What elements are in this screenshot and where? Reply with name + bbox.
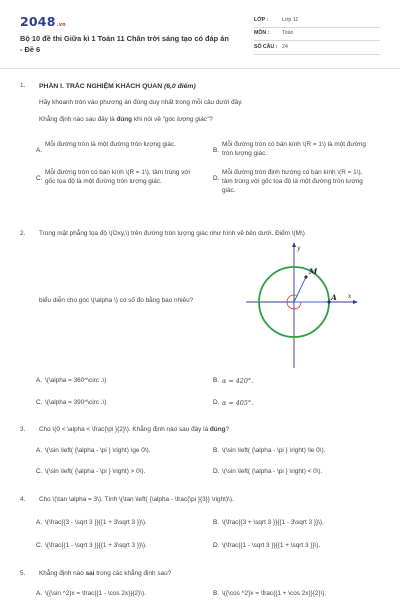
document-title: Bộ 10 đề thi Giữa kì 1 Toán 11 Chân trời sáng tạo có đáp án - Đề 6 bbox=[20, 34, 229, 54]
meta-value: 24 bbox=[282, 43, 288, 50]
question-2 bbox=[20, 230, 382, 239]
text-before: Khẳng định nào bbox=[39, 570, 86, 577]
meta-key: SỐ CÂU : bbox=[254, 43, 278, 50]
option-text: \(\sin \left( {\alpha - \pi } \right) \ge 0\). bbox=[45, 446, 151, 454]
x-axis-arrow-icon bbox=[353, 300, 358, 304]
option-d[interactable] bbox=[213, 467, 382, 477]
question-text bbox=[39, 570, 382, 579]
meta-row-class bbox=[254, 14, 380, 28]
y-axis-label: y bbox=[297, 245, 301, 252]
logo-text: 2048 bbox=[20, 14, 56, 29]
option-label: C. bbox=[36, 175, 43, 183]
text-bold: sai bbox=[85, 570, 95, 577]
question-5 bbox=[20, 570, 382, 579]
option-label: D. bbox=[213, 467, 220, 475]
option-d[interactable] bbox=[213, 398, 382, 408]
question-text: Trong mặt phẳng tọa độ \(Oxy,\) trên đường tròn lượng giác như hình vẽ bên dưới. Điểm \(M\) bbox=[39, 230, 305, 237]
point-m-label: M bbox=[309, 267, 318, 276]
option-label: A. bbox=[36, 446, 43, 454]
option-label: D. bbox=[213, 175, 220, 183]
question-2-options bbox=[36, 376, 382, 408]
option-text: \({\cos ^2}x = \frac{{1 + \cos 2x}}{2}\). bbox=[222, 589, 327, 597]
text-after: ? bbox=[225, 426, 230, 433]
text-before: Cho \(0 < \alpha < \frac{\pi }{2}\). Khẳng định nào sau đây là bbox=[39, 426, 210, 433]
option-text: \(\frac{{1 - \sqrt 3 }}{{1 + \sqrt 3 }}\). bbox=[222, 541, 321, 549]
option-b[interactable] bbox=[213, 141, 382, 158]
option-label: B. bbox=[213, 446, 220, 454]
question-text-continued: biểu diễn cho góc \(\alpha \) có số đo bằng bao nhiêu? bbox=[39, 297, 194, 304]
option-a[interactable] bbox=[36, 589, 205, 599]
site-logo[interactable] bbox=[20, 14, 66, 31]
question-number: 5. bbox=[20, 570, 26, 577]
option-label: B. bbox=[213, 147, 220, 154]
option-text: \(\sin \left( {\alpha - \pi } \right) < 0\). bbox=[222, 467, 323, 475]
option-text: \(\frac{{3 - \sqrt 3 }}{{1 + 3\sqrt 3 }}\). bbox=[45, 518, 147, 526]
option-label: A. bbox=[36, 518, 43, 526]
option-label: A. bbox=[36, 376, 43, 384]
question-4 bbox=[20, 496, 382, 505]
meta-value: Toán bbox=[282, 30, 294, 37]
option-label: C. bbox=[36, 541, 43, 549]
option-text: Mỗi đường tròn có bán kính \(R = 1\) là một đường tròn lượng giác. bbox=[222, 141, 366, 157]
option-text: \(\alpha = 360^\circ .\) bbox=[45, 376, 107, 384]
option-text: α = 405°. bbox=[222, 398, 254, 407]
question-number: 2. bbox=[20, 230, 26, 237]
option-a[interactable] bbox=[36, 518, 205, 528]
prompt-italic: "góc lượng giác" bbox=[162, 115, 210, 123]
option-text: Mỗi đường tròn định hướng có bán kính \(R = 1\), tâm trùng với gốc tọa độ là một đường tròn lượng giác. bbox=[222, 169, 363, 194]
option-a[interactable] bbox=[36, 376, 205, 386]
text-after: trong các khẳng định sau? bbox=[94, 570, 172, 577]
option-text: Mỗi đường tròn có bán kính \(R = 1\), tâm trùng với gốc tọa độ là một đường tròn lượng giác. bbox=[45, 169, 190, 185]
option-label: B. bbox=[213, 376, 220, 384]
option-d[interactable] bbox=[213, 169, 382, 195]
question-1 bbox=[20, 82, 382, 124]
question-5-options bbox=[36, 589, 382, 599]
instruction-text: Hãy khoanh tròn vào phương án đúng duy nhất trong mỗi câu dưới đây. bbox=[39, 99, 243, 107]
option-label: A. bbox=[36, 147, 43, 154]
option-text: \(\alpha = 390^\circ .\) bbox=[45, 398, 107, 406]
radius-om bbox=[294, 277, 306, 302]
prompt-after: ? bbox=[209, 115, 213, 123]
option-c[interactable] bbox=[36, 541, 205, 551]
option-c[interactable] bbox=[36, 398, 205, 408]
option-label: B. bbox=[213, 589, 220, 597]
x-axis-label: x bbox=[348, 293, 352, 300]
prompt-mid: khi nói về bbox=[132, 115, 163, 123]
unit-circle-figure bbox=[244, 240, 364, 370]
option-b[interactable] bbox=[213, 518, 382, 528]
option-a[interactable] bbox=[36, 141, 205, 158]
option-label: A. bbox=[36, 589, 43, 597]
option-label: D. bbox=[213, 398, 220, 406]
question-1-options bbox=[36, 141, 382, 195]
y-axis-arrow-icon bbox=[292, 242, 296, 247]
meta-row-subject bbox=[254, 28, 380, 42]
option-text: \(\sin \left( {\alpha - \pi } \right) > 0\). bbox=[45, 467, 146, 475]
option-label: C. bbox=[36, 467, 43, 475]
point-a-label: A bbox=[331, 293, 337, 302]
question-4-options bbox=[36, 518, 382, 551]
option-d[interactable] bbox=[213, 541, 382, 551]
text-bold: đúng bbox=[209, 426, 226, 433]
option-text: α = 420°. bbox=[222, 376, 254, 385]
option-label: D. bbox=[213, 541, 220, 549]
option-text: \({\sin ^2}x = \frac{{1 - \cos 2x}}{2}\). bbox=[45, 589, 146, 597]
point-m bbox=[304, 275, 307, 278]
question-3-options bbox=[36, 446, 382, 477]
meta-key: LỚP : bbox=[254, 16, 269, 23]
part-title bbox=[39, 82, 382, 91]
question-number: 4. bbox=[20, 496, 26, 503]
header-divider bbox=[0, 68, 400, 69]
part-title-text: PHẦN I. TRẮC NGHIỆM KHÁCH QUAN bbox=[39, 83, 163, 90]
question-prompt bbox=[39, 116, 382, 125]
meta-table bbox=[254, 14, 380, 55]
question-number: 1. bbox=[20, 82, 26, 89]
meta-value: Lớp 11 bbox=[282, 16, 299, 23]
prompt-bold: đúng bbox=[116, 115, 133, 123]
question-3 bbox=[20, 426, 382, 435]
option-text: Mỗi đường tròn là một đường tròn lượng giác. bbox=[45, 141, 176, 148]
part-score: (6,0 điểm) bbox=[164, 83, 196, 90]
option-b[interactable] bbox=[213, 589, 382, 599]
option-label: C. bbox=[36, 398, 43, 406]
meta-row-count bbox=[254, 41, 380, 55]
option-c[interactable] bbox=[36, 169, 205, 195]
option-text: \(\frac{{3 + \sqrt 3 }}{{1 - 3\sqrt 3 }}\). bbox=[222, 518, 324, 526]
question-number: 3. bbox=[20, 426, 26, 433]
logo-suffix: .vn bbox=[56, 22, 66, 28]
option-text: \(\sin \left( {\alpha - \pi } \right) \le 0\). bbox=[222, 446, 326, 454]
option-label: B. bbox=[213, 518, 220, 526]
document-header bbox=[20, 14, 380, 74]
question-text bbox=[39, 426, 382, 435]
option-text: \(\frac{{1 - \sqrt 3 }}{{1 + 3\sqrt 3 }}\). bbox=[45, 541, 147, 549]
meta-key: MÔN : bbox=[254, 30, 270, 37]
question-text: Cho \(\tan \alpha = 3\). Tính \(\tan \left( {\alpha - \frac{\pi }{3}} \right)\). bbox=[39, 496, 234, 503]
prompt-before: Khẳng định nào sau đây là bbox=[39, 115, 117, 123]
option-b[interactable] bbox=[213, 446, 382, 456]
option-a[interactable] bbox=[36, 446, 205, 456]
option-b[interactable] bbox=[213, 376, 382, 386]
option-c[interactable] bbox=[36, 467, 205, 477]
